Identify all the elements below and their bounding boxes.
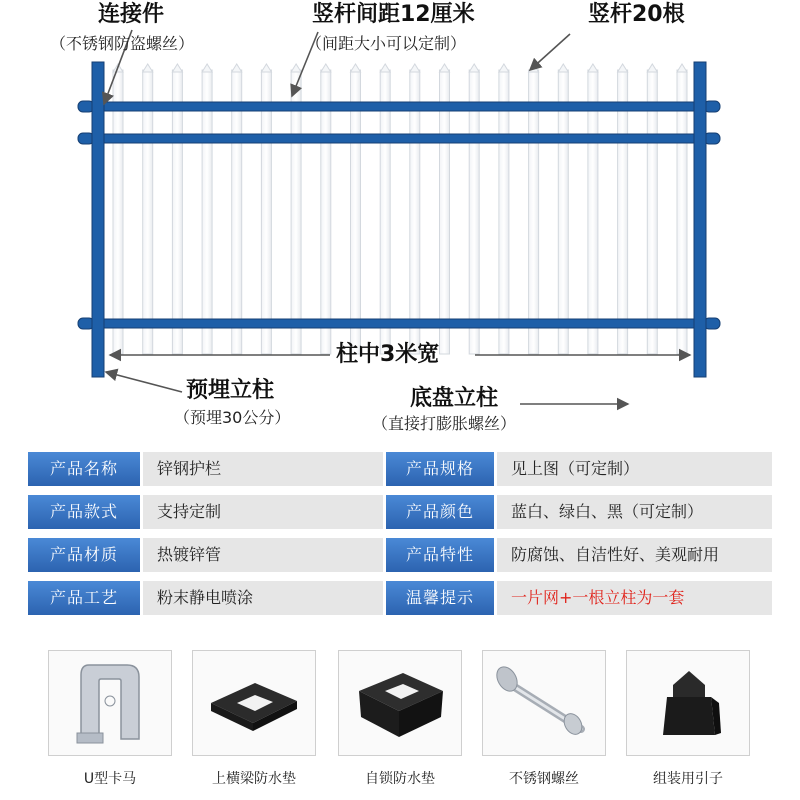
spec-value: 锌钢护栏 <box>143 452 383 486</box>
accessory-item <box>482 650 606 800</box>
vertical-bar-tip <box>588 64 598 72</box>
vertical-bar-tip <box>469 64 479 72</box>
vertical-bar <box>647 70 657 354</box>
spec-value: 热镀锌管 <box>143 538 383 572</box>
accessory-name: 组装用引子 <box>653 771 723 787</box>
vertical-bar <box>529 70 539 354</box>
vertical-bar-tip <box>410 64 420 72</box>
accessory-item <box>192 650 316 800</box>
spec-key: 产品特性 <box>386 538 494 572</box>
base-post-label: 底盘立柱 <box>410 386 499 411</box>
vertical-bar-tip <box>677 64 687 72</box>
spec-key: 产品材质 <box>28 538 140 572</box>
spec-key: 产品工艺 <box>28 581 140 615</box>
accessory-item <box>48 650 172 800</box>
vertical-bar-tip <box>647 64 657 72</box>
vertical-bar <box>321 70 331 354</box>
left-post <box>92 62 104 377</box>
vertical-bar <box>202 70 212 354</box>
vertical-bar-tip <box>261 64 271 72</box>
vertical-bar <box>380 70 390 354</box>
base-post-note: （直接打膨胀螺丝） <box>372 414 517 433</box>
span-label: 柱中3米宽 <box>336 342 440 367</box>
beam-waterproof-pad-icon <box>193 651 315 755</box>
right-post <box>694 62 706 377</box>
spec-key: 温馨提示 <box>386 581 494 615</box>
self-lock-pad-icon <box>339 651 461 755</box>
accessory-name: U型卡马 <box>83 771 137 787</box>
accessory-name: 自锁防水垫 <box>365 771 435 787</box>
spec-value-highlight: 一片网+一根立柱为一套 <box>497 581 772 615</box>
bar-count-label: 竖杆20根 <box>588 2 685 27</box>
spacing-label: 竖杆间距12厘米 <box>312 2 475 27</box>
vertical-bar-tip <box>321 64 331 72</box>
embedded-post-label: 预埋立柱 <box>186 378 275 403</box>
embedded-post-note: （预埋30公分） <box>174 408 291 427</box>
spec-key: 产品款式 <box>28 495 140 529</box>
vertical-bar-tip <box>202 64 212 72</box>
vertical-bar-tip <box>172 64 182 72</box>
spec-key: 产品名称 <box>28 452 140 486</box>
vertical-bar-tip <box>529 64 539 72</box>
vertical-bar <box>143 70 153 354</box>
vertical-bar <box>172 70 182 354</box>
u-clamp-icon <box>49 651 171 755</box>
accessories-row <box>0 650 800 800</box>
spec-value: 粉末静电喷涂 <box>143 581 383 615</box>
connector-note: （不锈钢防盗螺丝） <box>50 34 195 53</box>
vertical-bar-tip <box>618 64 628 72</box>
spec-value: 见上图（可定制） <box>497 452 772 486</box>
vertical-bar-tip <box>499 64 509 72</box>
vertical-bar <box>499 70 509 354</box>
spec-value: 支持定制 <box>143 495 383 529</box>
accessory-item <box>338 650 462 800</box>
vertical-bar-tip <box>440 64 450 72</box>
vertical-bar <box>558 70 568 354</box>
spacing-note: （间距大小可以定制） <box>306 34 467 53</box>
spec-key: 产品规格 <box>386 452 494 486</box>
vertical-bar <box>677 70 687 354</box>
middle-rail <box>92 134 706 143</box>
vertical-bar-tip <box>143 64 153 72</box>
vertical-bar <box>351 70 361 354</box>
top-rail <box>92 102 706 111</box>
spec-row <box>28 538 772 572</box>
vertical-bar-tip <box>558 64 568 72</box>
accessory-name: 不锈钢螺丝 <box>509 771 579 787</box>
vertical-bar <box>232 70 242 354</box>
vertical-bar <box>261 70 271 354</box>
vertical-bar <box>588 70 598 354</box>
vertical-bar-tip <box>232 64 242 72</box>
stainless-screw-icon <box>483 651 605 755</box>
vertical-bar <box>410 70 420 354</box>
vertical-bar-tip <box>291 64 301 72</box>
connector-label: 连接件 <box>98 2 165 27</box>
spec-value: 防腐蚀、自洁性好、美观耐用 <box>497 538 772 572</box>
assembly-guide-icon <box>627 651 749 755</box>
vertical-bar <box>440 70 450 354</box>
vertical-bar <box>469 70 479 354</box>
spec-row <box>28 495 772 529</box>
accessory-name: 上横梁防水垫 <box>212 771 296 787</box>
spec-value: 蓝白、绿白、黑（可定制） <box>497 495 772 529</box>
bottom-rail <box>92 319 706 328</box>
vertical-bar-tip <box>380 64 390 72</box>
spec-key: 产品颜色 <box>386 495 494 529</box>
vertical-bar <box>291 70 301 354</box>
vertical-bar-tip <box>351 64 361 72</box>
spec-row <box>28 452 772 486</box>
vertical-bar <box>618 70 628 354</box>
accessory-item <box>626 650 750 800</box>
vertical-bar <box>113 70 123 354</box>
spec-row <box>28 581 772 615</box>
